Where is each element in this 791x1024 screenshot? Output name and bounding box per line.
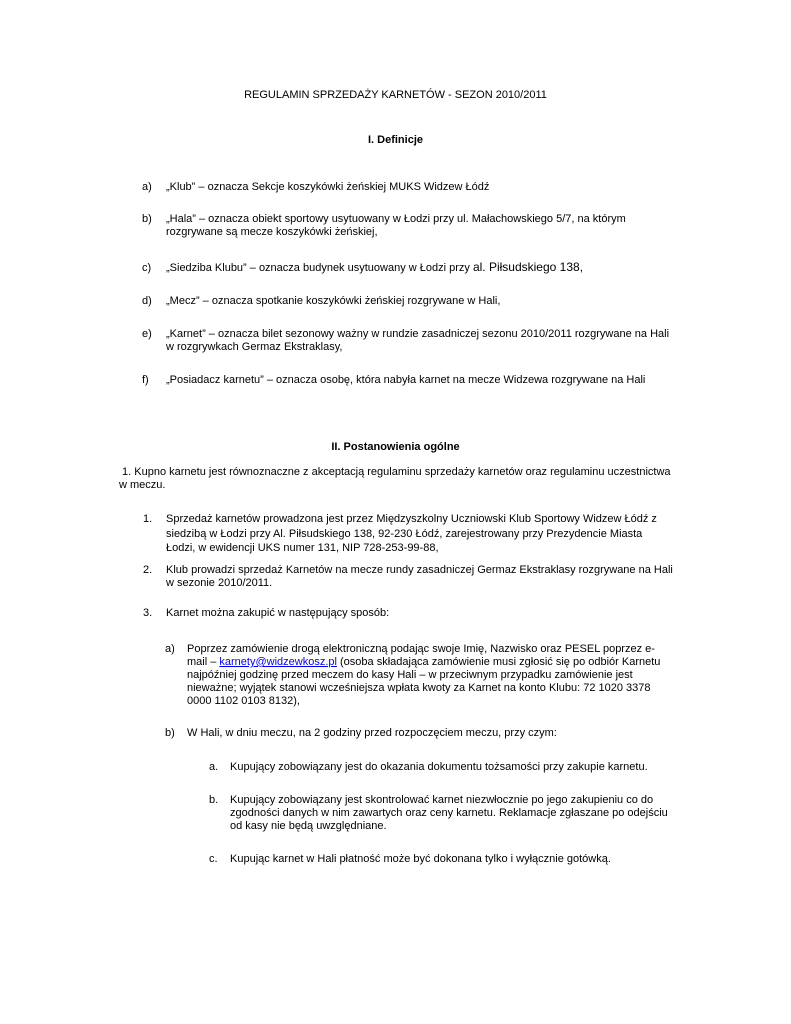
list-marker: 3. (143, 607, 153, 619)
rule-3a-line5: 0000 1102 0103 8132), (187, 695, 300, 707)
definition-klub: „Klub” – oznacza Sekcje koszykówki żeńskiej MUKS Widzew Łódź (166, 181, 490, 193)
document-title: REGULAMIN SPRZEDAŻY KARNETÓW - SEZON 2010/2011 (244, 89, 547, 101)
list-marker: a) (165, 643, 175, 655)
definition-siedziba-text: „Siedziba Klubu” – oznacza budynek usytuowany w Łodzi przy (166, 262, 473, 274)
rule-2-line1: Klub prowadzi sprzedaż Karnetów na mecze rundy zasadniczej Germaz Ekstraklasy rozgrywane na Hali (166, 564, 673, 576)
rule-3-line1: Karnet można zakupić w następujący sposób: (166, 607, 390, 619)
rule-3a-line2 (187, 656, 660, 669)
rule-3b-b-line1: Kupujący zobowiązany jest skontrolować karnet niezwłocznie po jego zakupieniu co do (230, 794, 654, 806)
rule-3b-c-line1: Kupując karnet w Hali płatność może być dokonana tylko i wyłącznie gotówką. (230, 853, 611, 865)
list-marker: b) (165, 727, 175, 739)
rule-3b-a-line1: Kupujący zobowiązany jest do okazania dokumentu tożsamości przy zakupie karnetu. (230, 761, 648, 773)
list-marker: 1. (143, 513, 153, 525)
section-heading-general: II. Postanowienia ogólne (331, 441, 460, 453)
list-marker: 2. (143, 564, 153, 576)
list-marker: c) (142, 262, 152, 274)
definition-hala-line2: rozgrywane są mecze koszykówki żeńskiej, (166, 226, 378, 238)
rule-2-line2: w sezonie 2010/2011. (166, 577, 273, 589)
intro-line1: 1. Kupno karnetu jest równoznaczne z akceptacją regulaminu sprzedaży karnetów oraz regulaminu uczestnictwa (119, 466, 671, 478)
section-heading-definitions: I. Definicje (367, 134, 424, 146)
rule-3a-line1: Poprzez zamówienie drogą elektroniczną podając swoje Imię, Nazwisko oraz PESEL poprzez e- (187, 643, 655, 655)
definition-siedziba (166, 261, 583, 275)
rule-3b-b-line3: od kasy nie będą uwzględniane. (230, 820, 387, 832)
rule-1-line1: Sprzedaż karnetów prowadzona jest przez Międzyszkolny Uczniowski Klub Sportowy Widzew Łódź z (166, 513, 657, 525)
definition-siedziba-address: al. Piłsudskiego 138 (472, 260, 580, 274)
definition-karnet-line1: „Karnet” – oznacza bilet sezonowy ważny w rundzie zasadniczej sezonu 2010/2011 rozgrywane na Hali (166, 328, 670, 340)
list-marker: e) (142, 328, 152, 340)
list-marker: c. (209, 853, 218, 865)
definition-hala-line1: „Hala” – oznacza obiekt sportowy usytuowany w Łodzi przy ul. Małachowskiego 5/7, na którym (166, 213, 626, 225)
rule-3a-line4: nieważne; wyjątek stanowi wcześniejsza wpłata kwoty za Karnet na konto Klubu: 72 1020 3378 (187, 682, 651, 694)
rule-1-line3: Łodzi, w ewidencji UKS numer 131, NIP 728-253-99-88, (166, 542, 439, 554)
list-marker: a. (209, 761, 219, 773)
rule-1-line2: siedzibą w Łodzi przy Al. Piłsudskiego 138, 92-230 Łódź, zarejestrowany przy Prezydencie Miasta (166, 528, 643, 540)
list-marker: a) (142, 181, 152, 193)
rule-3a-line3: najpóźniej godzinę przed meczem do kasy Hali – w przeciwnym przypadku zamówienie jest (187, 669, 633, 681)
email-link[interactable]: karnety@widzewkosz.pl (219, 656, 337, 668)
definition-mecz: „Mecz” – oznacza spotkanie koszykówki żeńskiej rozgrywane w Hali, (166, 295, 501, 307)
list-marker: b) (142, 213, 152, 225)
rule-3a-line2-pre: mail – (187, 656, 220, 668)
definition-siedziba-end: , (579, 260, 584, 274)
list-marker: b. (209, 794, 219, 806)
definition-karnet-line2: w rozgrywkach Germaz Ekstraklasy, (166, 341, 343, 353)
intro-line2: w meczu. (119, 479, 166, 491)
list-marker: d) (142, 295, 152, 307)
rule-3b-line1: W Hali, w dniu meczu, na 2 godziny przed rozpoczęciem meczu, przy czym: (187, 727, 557, 739)
rule-3b-b-line2: zgodności danych w nim zawartych oraz ceny karnetu. Reklamacje zgłaszane po odejściu (230, 807, 668, 819)
list-marker: f) (142, 374, 149, 386)
definition-posiadacz: „Posiadacz karnetu” – oznacza osobę, która nabyła karnet na mecze Widzewa rozgrywane na Hali (166, 374, 646, 386)
rule-3a-line2-post: (osoba składająca zamówienie musi zgłosić się po odbiór Karnetu (336, 656, 661, 668)
